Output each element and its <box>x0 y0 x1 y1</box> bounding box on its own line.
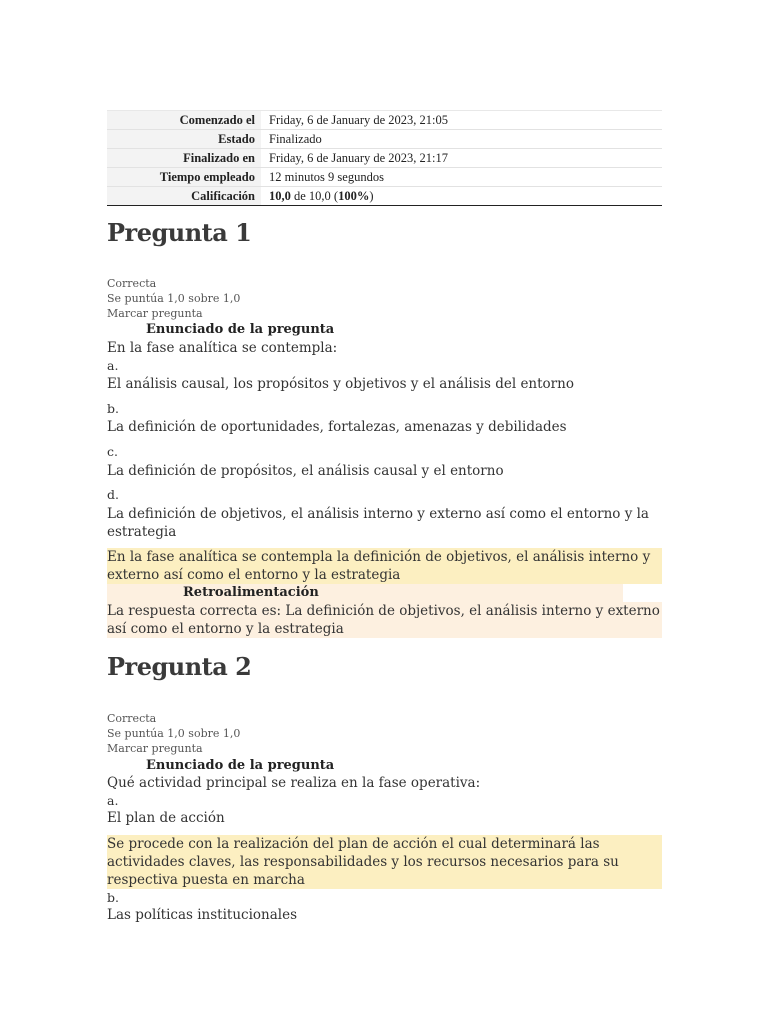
option-d-letter: d. <box>107 487 119 502</box>
question-1-feedback-box <box>107 584 623 602</box>
option-b-letter: b. <box>107 401 119 416</box>
summary-value: 12 minutos 9 segundos <box>261 168 662 187</box>
summary-row-started <box>107 111 662 130</box>
question-mark: Se puntúa 1,0 sobre 1,0 <box>107 727 241 740</box>
question-2-stem: Qué actividad principal se realiza en la fase operativa: <box>107 775 481 791</box>
summary-row-grade <box>107 187 662 206</box>
summary-label: Comenzado el <box>107 111 261 130</box>
grade-end: ) <box>369 188 374 203</box>
summary-row-state <box>107 130 662 149</box>
summary-label: Estado <box>107 130 261 149</box>
q2-option-a-text[interactable]: El plan de acción <box>107 810 225 826</box>
summary-label: Finalizado en <box>107 149 261 168</box>
summary-row-finished <box>107 149 662 168</box>
option-a-letter: a. <box>107 358 119 373</box>
grade-percent: 100% <box>338 188 370 203</box>
summary-label: Tiempo empleado <box>107 168 261 187</box>
q2-option-b-text[interactable]: Las políticas institucionales <box>107 907 297 923</box>
feedback-heading: Retroalimentación <box>183 585 319 600</box>
question-2-stem-heading: Enunciado de la pregunta <box>146 758 335 773</box>
summary-table <box>107 110 662 206</box>
summary-value: Friday, 6 de January de 2023, 21:05 <box>261 111 662 130</box>
question-2-specific-feedback: Se procede con la realización del plan de acción el cual determinará las actividades claves, las responsabilidades y los recursos necesarios para su respectiva puesta en marcha <box>107 835 662 889</box>
attempt-summary <box>107 110 662 206</box>
flag-question-link[interactable]: Marcar pregunta <box>107 742 203 755</box>
flag-question-link[interactable]: Marcar pregunta <box>107 307 203 320</box>
summary-value: Friday, 6 de January de 2023, 21:17 <box>261 149 662 168</box>
question-1-title: Pregunta 1 <box>107 218 252 247</box>
question-1-stem-heading: Enunciado de la pregunta <box>146 322 335 337</box>
option-c-text[interactable]: La definición de propósitos, el análisis causal y el entorno <box>107 463 504 479</box>
option-c-letter: c. <box>107 444 118 459</box>
grade-mid: de 10,0 ( <box>290 188 339 203</box>
question-state: Correcta <box>107 712 157 725</box>
summary-grade-value <box>261 187 662 206</box>
question-1-info <box>107 276 662 321</box>
question-1-stem: En la fase analítica se contempla: <box>107 340 338 356</box>
option-a-text[interactable]: El análisis causal, los propósitos y objetivos y el análisis del entorno <box>107 376 574 392</box>
question-2-info <box>107 711 662 756</box>
summary-row-time <box>107 168 662 187</box>
question-1-general-feedback: La respuesta correcta es: La definición de objetivos, el análisis interno y externo así como el entorno y la estrategia <box>107 602 662 638</box>
question-2-title: Pregunta 2 <box>107 652 252 681</box>
question-mark: Se puntúa 1,0 sobre 1,0 <box>107 292 241 305</box>
summary-label: Calificación <box>107 187 261 206</box>
option-d-text[interactable]: La definición de objetivos, el análisis interno y externo así como el entorno y la estrategia <box>107 506 649 540</box>
q2-option-b-letter: b. <box>107 890 119 905</box>
grade-score: 10,0 <box>269 188 291 203</box>
question-state: Correcta <box>107 277 157 290</box>
option-b-text[interactable]: La definición de oportunidades, fortalezas, amenazas y debilidades <box>107 419 567 435</box>
summary-value: Finalizado <box>261 130 662 149</box>
question-1-specific-feedback: En la fase analítica se contempla la definición de objetivos, el análisis interno y externo así como el entorno y la estrategia <box>107 548 662 584</box>
q2-option-a-letter: a. <box>107 793 119 808</box>
